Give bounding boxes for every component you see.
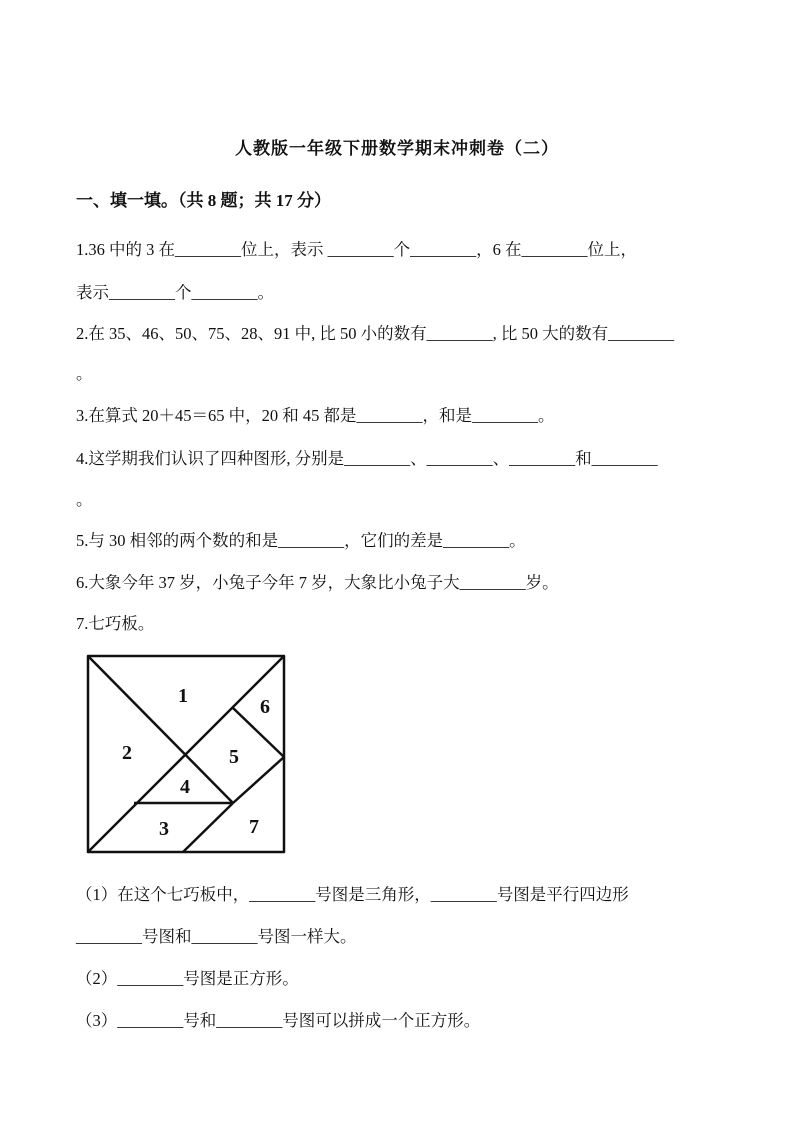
tangram-square-right-edge (233, 757, 284, 803)
section-heading: 一、填一填。（共 8 题；共 17 分） (76, 191, 331, 210)
question-6: 6.大象今年 37 岁，小兔子今年 7 岁，大象比小兔子大________岁。 (76, 573, 559, 592)
question-2-line-1: 2.在 35、46、50、75、28、91 中, 比 50 小的数有________, 比 50 大的数有________ (76, 324, 675, 343)
tangram-label-4: 4 (180, 776, 190, 798)
tangram-square-top-edge (233, 708, 284, 757)
tangram-label-5: 5 (229, 746, 239, 768)
sub-question-1-line-2: ________号图和________号图一样大。 (76, 927, 357, 946)
tangram-figure (86, 653, 288, 858)
question-5: 5.与 30 相邻的两个数的和是________，它们的差是________。 (76, 531, 526, 550)
tangram-parallelogram-edge (183, 803, 233, 852)
sub-question-1-line-1: （1）在这个七巧板中，________号图是三角形，________号图是平行四边形 (76, 885, 629, 904)
tangram-label-3: 3 (159, 818, 169, 840)
sub-question-3: （3）________号和________号图可以拼成一个正方形。 (76, 1011, 481, 1030)
page-title: 人教版一年级下册数学期末冲刺卷（二） (235, 139, 559, 158)
tangram-label-2: 2 (122, 742, 132, 764)
question-7: 7.七巧板。 (76, 614, 155, 633)
tangram-label-1: 1 (178, 685, 188, 707)
question-4-line-2: 。 (76, 490, 93, 509)
question-1-line-1: 1.36 中的 3 在________位上，表示 ________个________，6 在________位上， (76, 240, 637, 259)
question-4-line-1: 4.这学期我们认识了四种图形, 分别是________、________、________和________ (76, 449, 658, 468)
tangram-label-6: 6 (260, 696, 270, 718)
question-3: 3.在算式 20＋45＝65 中，20 和 45 都是________，和是________。 (76, 406, 555, 425)
sub-question-2: （2）________号图是正方形。 (76, 969, 299, 988)
question-1-line-2: 表示________个________。 (76, 283, 274, 302)
tangram-label-7: 7 (249, 816, 259, 838)
question-2-line-2: 。 (76, 364, 93, 383)
